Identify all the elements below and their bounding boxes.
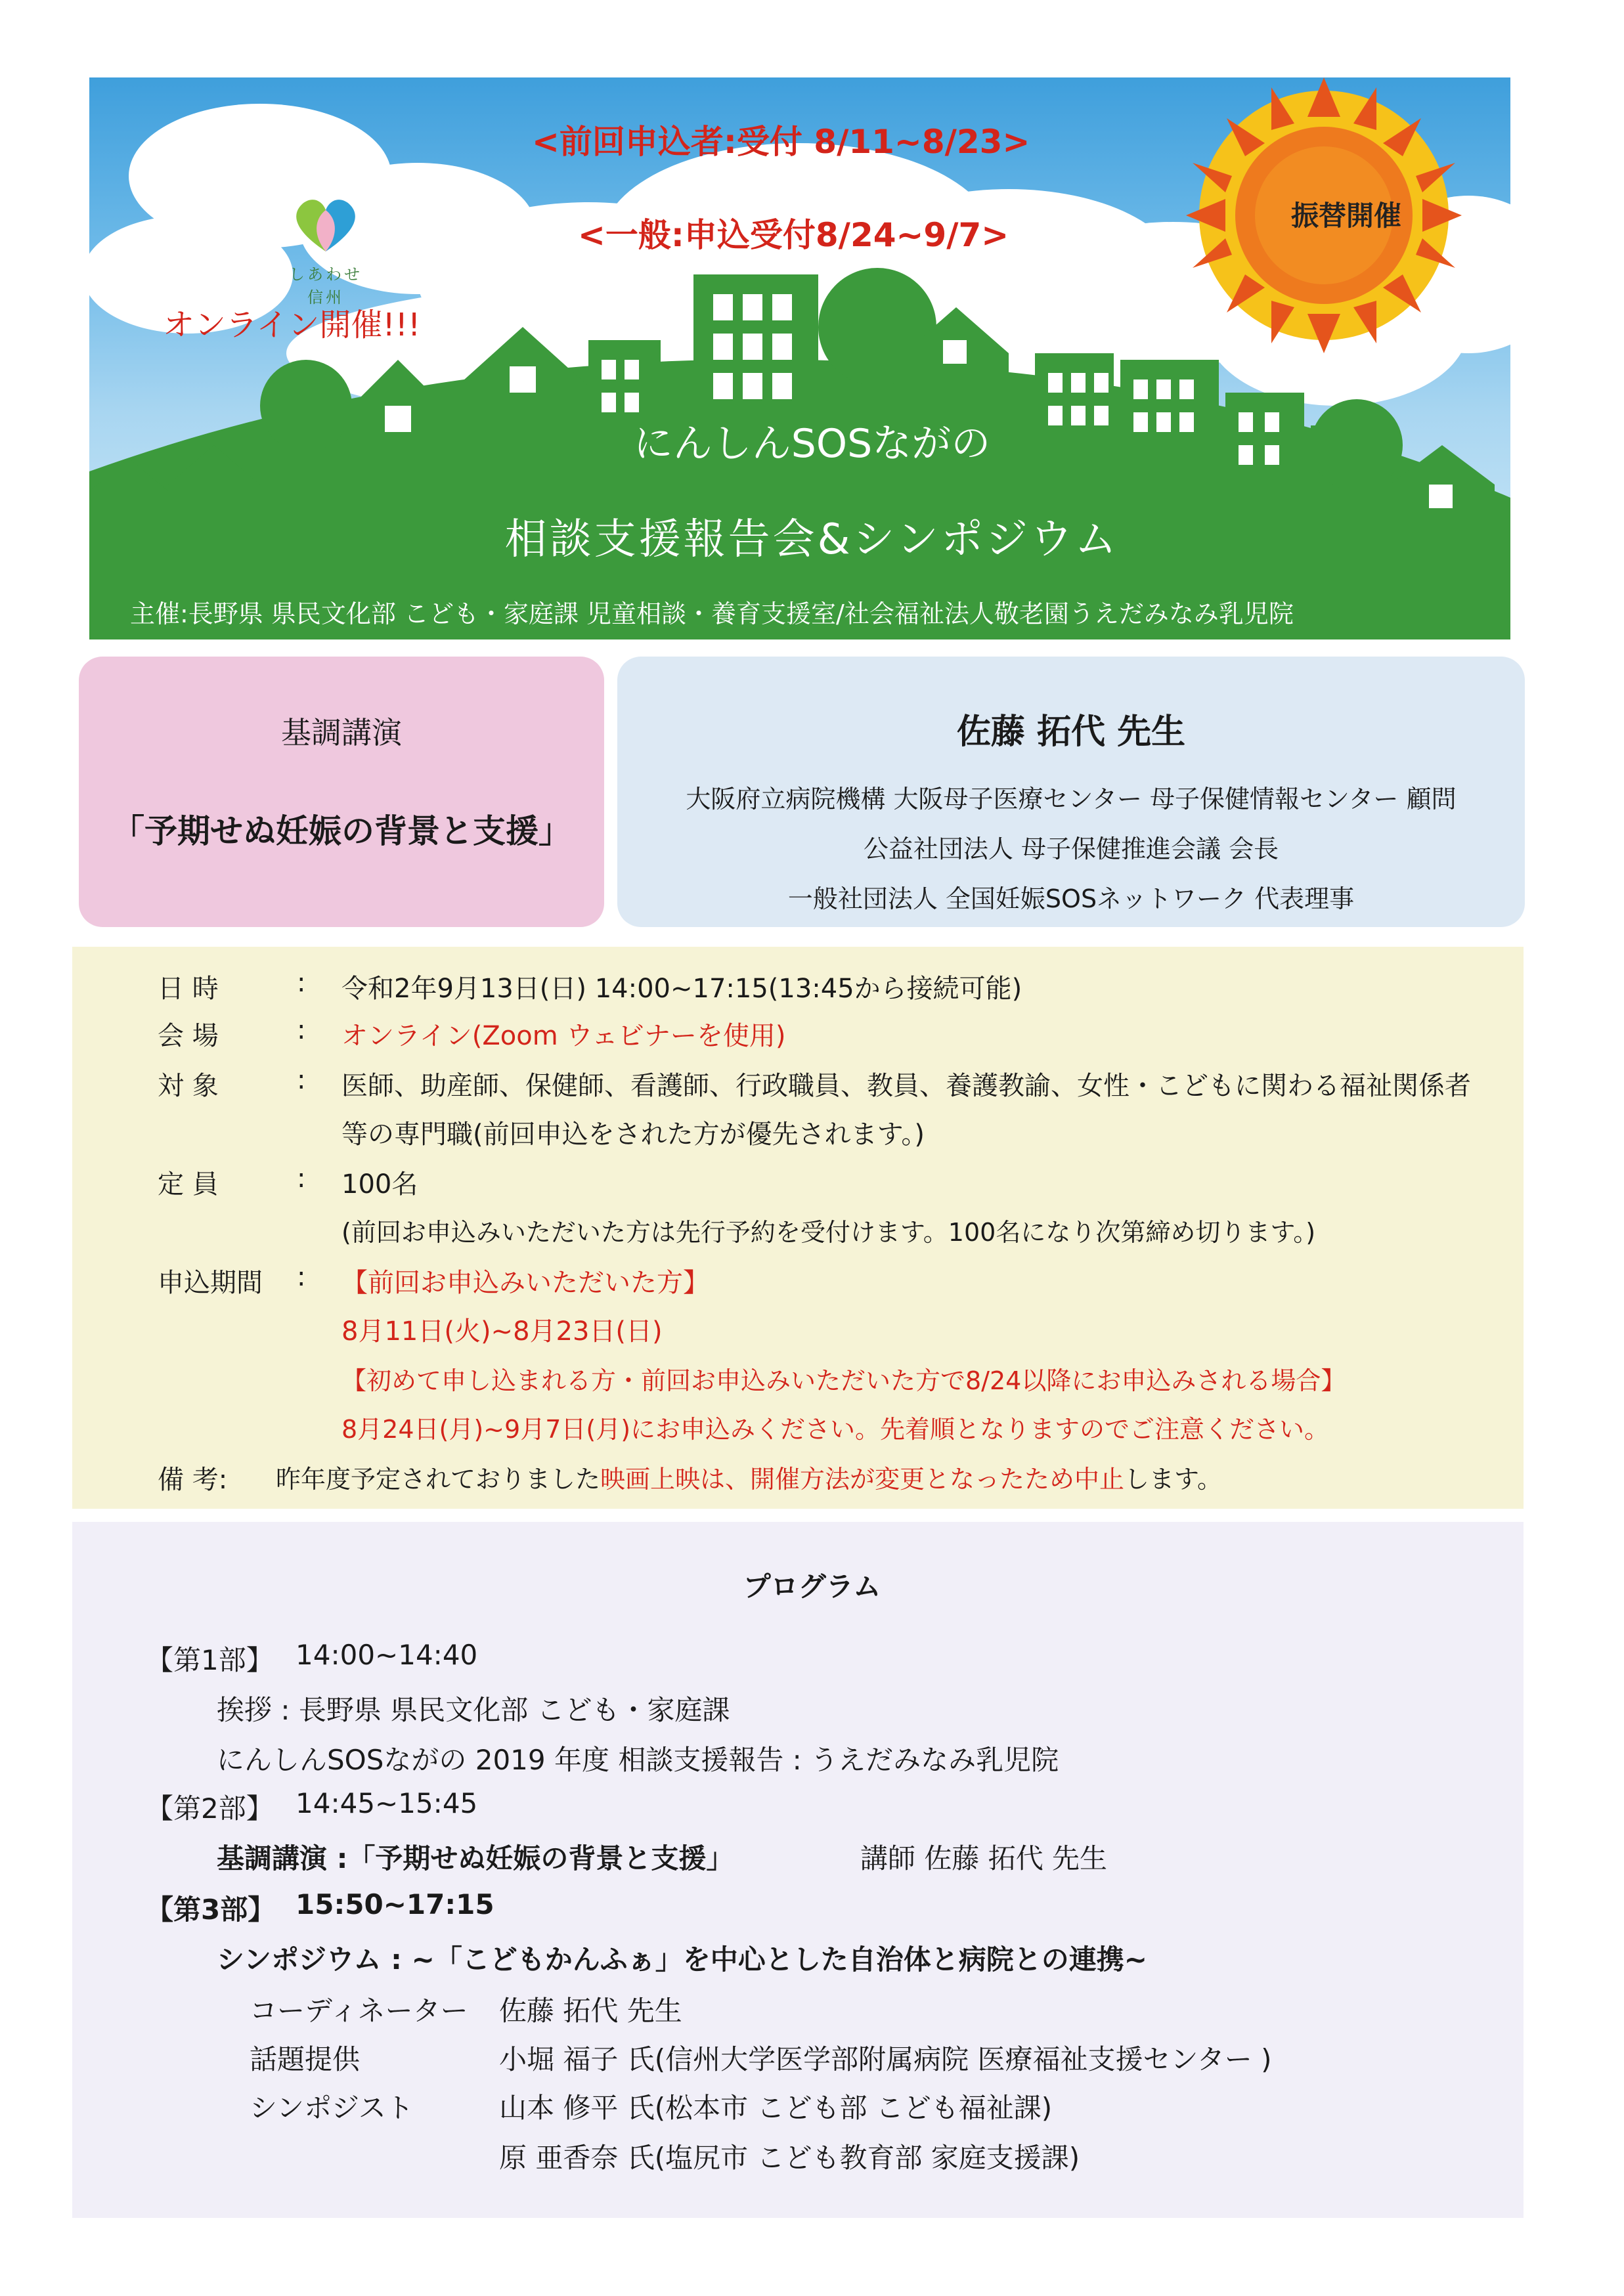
remarks-value (276, 1459, 1222, 1495)
target-label: 対 象 (158, 1071, 219, 1101)
period-line1: 【前回お申込みいただいた方】 (341, 1268, 709, 1298)
target-colon: : (297, 1065, 306, 1095)
part1-line1: 挨拶 : 長野県 県民文化部 こども・家庭課 (217, 1694, 730, 1726)
speaker-affiliation: 大阪府立病院機構 大阪母子医療センター 母子保健情報センター 顧問 (686, 785, 1457, 813)
remarks-label: 備 考: (158, 1465, 228, 1495)
part3-role: シンポジスト (250, 2092, 414, 2124)
part3-role: コーディネーター (250, 1995, 468, 2027)
online-notice: オンライン開催!!! (163, 307, 421, 343)
capacity-colon: : (297, 1163, 306, 1194)
period-label: 申込期間 (158, 1268, 263, 1298)
datetime-value: 令和2年9月13日(日) 14:00~17:15(13:45から接続可能) (341, 974, 1022, 1004)
part2-line1: 基調講演 :「予期せぬ妊娠の背景と支援」 (217, 1842, 734, 1874)
period-line2: 8月11日(火)~8月23日(日) (341, 1316, 663, 1347)
part1-line2: にんしんSOSながの 2019 年度 相談支援報告 : うえだみなみ乳児院 (217, 1744, 1059, 1776)
heart-logo-icon (290, 196, 362, 255)
target-value: 医師、助産師、保健師、看護師、行政職員、教員、養護教諭、女性・こどもに関わる福祉関係者 (341, 1071, 1471, 1101)
part2-label: 【第2部】 (146, 1792, 274, 1825)
logo-text: しあわせ信州 (289, 265, 362, 307)
remarks-text-c: します。 (1124, 1465, 1222, 1494)
keynote-label: 基調講演 (281, 715, 402, 750)
period-colon: : (297, 1262, 306, 1292)
capacity-note: (前回お申込みいただいた方は先行予約を受付けます。100名になり次第締め切ります。) (341, 1218, 1316, 1247)
part3-person: 小堀 福子 氏(信州大学医学部附属病院 医療福祉支援センター ) (499, 2043, 1272, 2075)
venue-value: オンライン(Zoom ウェビナーを使用) (341, 1021, 786, 1051)
part3-person: 山本 修平 氏(松本市 こども部 こども福祉課) (499, 2092, 1053, 2124)
remarks-text-b: 映画上映は、開催方法が変更となったため中止 (600, 1465, 1125, 1494)
speaker-name: 佐藤 拓代 先生 (956, 712, 1186, 752)
part1-label: 【第1部】 (146, 1644, 274, 1676)
datetime-label: 日 時 (158, 974, 219, 1004)
part3-line1: シンポジウム : ~「こどもかんふぁ」を中心とした自治体と病院との連携~ (217, 1943, 1147, 1976)
keynote-title: 「予期せぬ妊娠の背景と支援」 (112, 812, 571, 850)
part3-person: 原 亜香奈 氏(塩尻市 こども教育部 家庭支援課) (499, 2142, 1080, 2174)
part1-time: 14:00~14:40 (296, 1639, 478, 1671)
headline-general-applicants: <一般:申込受付8/24~9/7> (578, 216, 1009, 254)
period-line3: 【初めて申し込まれる方・前回お申込みいただいた方で8/24以降にお申込みされる場合】 (341, 1366, 1346, 1395)
keynote-box (79, 657, 604, 927)
event-title-line2: 相談支援報告会&シンポジウム (504, 515, 1120, 564)
part3-time: 15:50~17:15 (296, 1888, 494, 1920)
part2-lecturer: 講師 佐藤 拓代 先生 (860, 1842, 1108, 1874)
part2-time: 14:45~15:45 (296, 1787, 478, 1819)
capacity-value: 100名 (341, 1169, 418, 1200)
speaker-affiliation: 公益社団法人 母子保健推進会議 会長 (863, 834, 1279, 863)
datetime-colon: : (297, 968, 306, 998)
target-value-cont: 等の専門職(前回申込をされた方が優先されます。) (341, 1119, 925, 1150)
venue-colon: : (297, 1015, 306, 1045)
event-title-line1: にんしんSOSながの (633, 421, 991, 467)
remarks-text-a: 昨年度予定されておりました (276, 1465, 601, 1494)
headline-previous-applicants: <前回申込者:受付 8/11~8/23> (532, 123, 1030, 161)
organizer-text: 主催:長野県 県民文化部 こども・家庭課 児童相談・養育支援室/社会福祉法人敬老園うえだみなみ乳児院 (130, 599, 1294, 628)
speaker-affiliation: 一般社団法人 全国妊娠SOSネットワーク 代表理事 (787, 884, 1355, 913)
part3-label: 【第3部】 (146, 1894, 276, 1926)
shinshu-logo (286, 196, 365, 307)
rescheduled-label: 振替開催 (1291, 200, 1402, 232)
period-line4: 8月24日(月)~9月7日(月)にお申込みください。先着順となりますのでご注意ください。 (341, 1415, 1330, 1444)
program-heading: プログラム (743, 1570, 881, 1603)
part3-person: 佐藤 拓代 先生 (499, 1995, 682, 2027)
part3-role: 話題提供 (250, 2043, 361, 2075)
capacity-label: 定 員 (158, 1169, 219, 1200)
venue-label: 会 場 (158, 1021, 219, 1051)
